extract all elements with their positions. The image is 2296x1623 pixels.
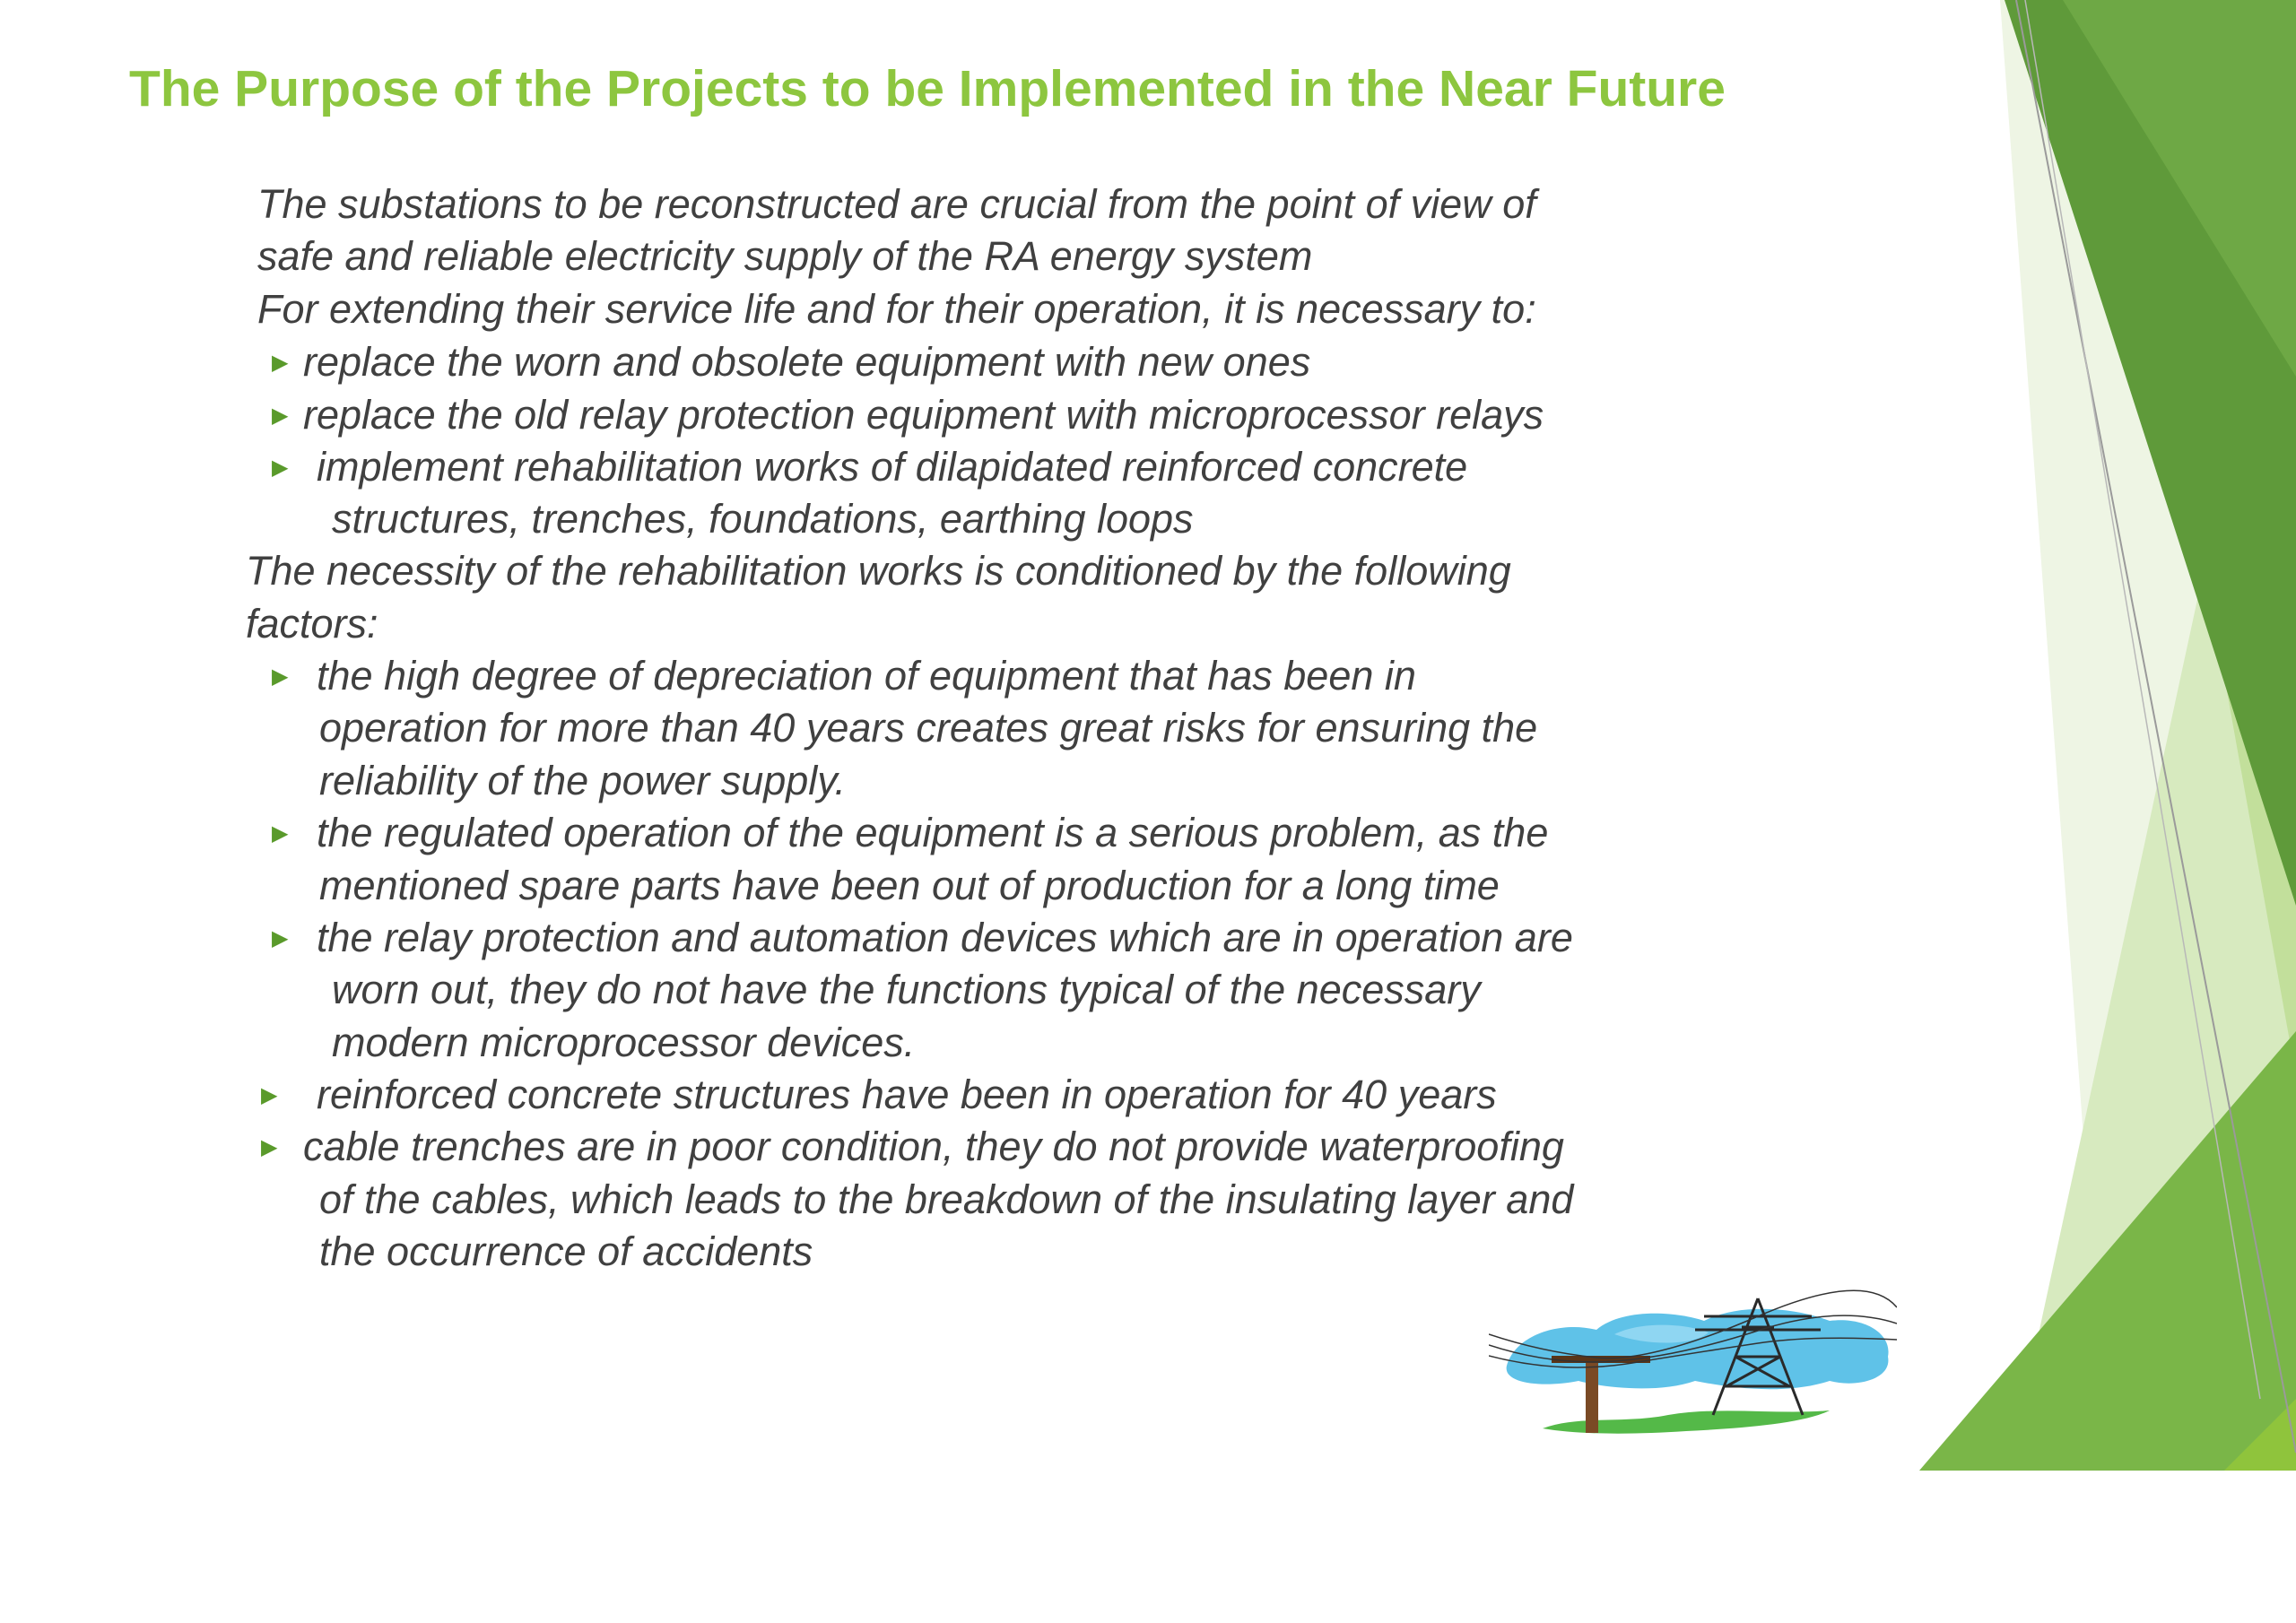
- wooden-pole: [1586, 1357, 1598, 1433]
- facet-dark-top: [2005, 0, 2296, 906]
- slide-title: The Purpose of the Projects to be Implemented in the Near Future: [129, 60, 1726, 117]
- list-item-continuation: structures, trenches, foundations, earthing loops: [332, 496, 1194, 542]
- list-item: the regulated operation of the equipment is a serious problem, as the: [317, 810, 1549, 855]
- facet-pale-band: [2000, 0, 2296, 1471]
- section-intro: factors:: [246, 601, 378, 647]
- list-item: cable trenches are in poor condition, they do not provide waterproofing: [303, 1124, 1564, 1169]
- list-item-continuation: worn out, they do not have the functions typical of the necessary: [332, 967, 1481, 1012]
- bullet-arrow-icon: ▶: [272, 664, 289, 689]
- power-lines-clipart: [1489, 1280, 1897, 1442]
- list-item-continuation: modern microprocessor devices.: [332, 1020, 916, 1065]
- facet-lime-corner: [2224, 1399, 2296, 1471]
- list-item: the high degree of depreciation of equipment that has been in: [317, 653, 1416, 699]
- intro-line: The substations to be reconstructed are crucial from the point of view of: [257, 181, 1536, 227]
- facet-mid-bottom: [1919, 1031, 2296, 1471]
- section-intro: The necessity of the rehabilitation works is conditioned by the following: [246, 548, 1511, 594]
- thin-line-1: [2016, 0, 2296, 1453]
- facet-light-mid: [2170, 269, 2296, 1076]
- facet-dark-top-lighter: [2063, 0, 2296, 377]
- intro-line: For extending their service life and for their operation, it is necessary to:: [257, 286, 1536, 332]
- list-item-continuation: reliability of the power supply.: [319, 758, 846, 803]
- list-item: replace the old relay protection equipment with microprocessor relays: [303, 392, 1544, 438]
- list-item-continuation: operation for more than 40 years creates great risks for ensuring the: [319, 705, 1538, 751]
- bullet-arrow-icon: ▶: [272, 820, 289, 846]
- bullet-arrow-icon: ▶: [272, 350, 289, 375]
- bullet-arrow-icon: ▶: [272, 925, 289, 950]
- list-item-continuation: of the cables, which leads to the breakdown of the insulating layer and: [319, 1176, 1574, 1222]
- list-item: implement rehabilitation works of dilapidated reinforced concrete: [317, 444, 1468, 490]
- list-item: the relay protection and automation devices which are in operation are: [317, 915, 1573, 960]
- list-item: replace the worn and obsolete equipment with new ones: [303, 339, 1311, 385]
- facet-light-large: [2009, 143, 2296, 1471]
- sky-cloud: [1507, 1309, 1889, 1389]
- list-item: reinforced concrete structures have been in operation for 40 years: [317, 1072, 1497, 1117]
- list-item-continuation: the occurrence of accidents: [319, 1228, 813, 1274]
- intro-line: safe and reliable electricity supply of the RA energy system: [257, 233, 1313, 279]
- thin-line-2: [2025, 0, 2260, 1399]
- bullet-arrow-icon: ▶: [272, 403, 289, 428]
- list-item-continuation: mentioned spare parts have been out of production for a long time: [319, 863, 1500, 908]
- bullet-arrow-icon: ▶: [261, 1134, 278, 1159]
- bullet-arrow-icon: ▶: [261, 1082, 278, 1107]
- bullet-arrow-icon: ▶: [272, 455, 289, 480]
